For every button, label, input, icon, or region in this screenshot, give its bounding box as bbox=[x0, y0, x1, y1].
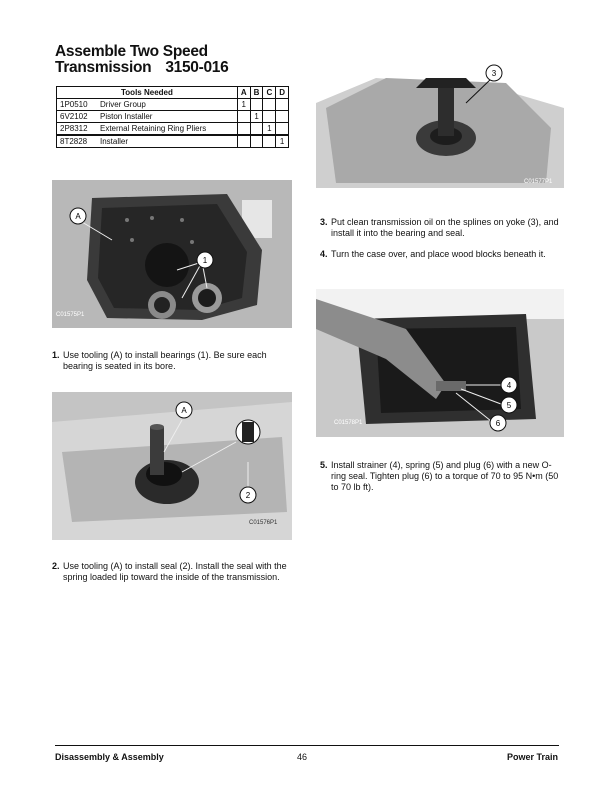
footer-rule bbox=[55, 745, 559, 746]
tool-description: External Retaining Ring Pliers bbox=[97, 123, 237, 136]
step-2 bbox=[52, 561, 292, 583]
qty-c bbox=[263, 111, 276, 123]
qty-a: 1 bbox=[237, 99, 250, 111]
qty-b bbox=[250, 123, 263, 136]
title-line-2 bbox=[55, 60, 228, 76]
qty-c bbox=[263, 99, 276, 111]
photo-bearings-graphic bbox=[52, 180, 292, 328]
column-header-a: A bbox=[237, 87, 250, 99]
tools-needed-table bbox=[56, 86, 289, 148]
qty-a bbox=[237, 111, 250, 123]
title-text: Transmission bbox=[55, 59, 152, 76]
photo-code: C01575P1 bbox=[56, 312, 85, 318]
title-line-1: Assemble Two Speed bbox=[55, 43, 208, 60]
step-number: 1. bbox=[52, 350, 60, 360]
photo-code: C01576P1 bbox=[249, 520, 278, 526]
qty-a bbox=[237, 135, 250, 148]
qty-d: 1 bbox=[276, 135, 289, 148]
tool-description: Installer bbox=[97, 135, 237, 148]
callout-4: 4 bbox=[506, 381, 512, 390]
footer-chapter: Power Train bbox=[506, 752, 558, 762]
step-text: Use tooling (A) to install seal (2). Install the seal with the spring loaded lip toward the inside of the transmission. bbox=[63, 561, 287, 582]
qty-d bbox=[276, 99, 289, 111]
tool-description: Piston Installer bbox=[97, 111, 237, 123]
tool-description: Driver Group bbox=[97, 99, 237, 111]
part-number: 2P8312 bbox=[57, 123, 98, 136]
qty-b bbox=[250, 99, 263, 111]
step-number: 3. bbox=[320, 217, 328, 227]
qty-c: 1 bbox=[263, 123, 276, 136]
photo-yoke-install bbox=[316, 48, 564, 188]
callout-a: A bbox=[75, 212, 81, 221]
photo-seal-graphic bbox=[52, 392, 292, 540]
part-number: 1P0510 bbox=[57, 99, 98, 111]
photo-code: C01578P1 bbox=[334, 420, 363, 426]
step-text: Use tooling (A) to install bearings (1). Be sure each bearing is seated in its bore. bbox=[63, 350, 267, 371]
step-3 bbox=[320, 217, 560, 239]
photo-code: C01577P1 bbox=[524, 179, 553, 185]
callout-6: 6 bbox=[495, 419, 501, 428]
qty-d bbox=[276, 111, 289, 123]
page-title bbox=[55, 44, 228, 76]
table-header-label: Tools Needed bbox=[57, 87, 238, 99]
step-number: 4. bbox=[320, 249, 328, 259]
callout-1: 1 bbox=[202, 256, 208, 265]
qty-b bbox=[250, 135, 263, 148]
step-5 bbox=[320, 460, 560, 493]
table-row bbox=[57, 99, 289, 111]
callout-2: 2 bbox=[245, 491, 251, 500]
qty-b: 1 bbox=[250, 111, 263, 123]
step-text: Install strainer (4), spring (5) and plug (6) with a new O-ring seal. Tighten plug (6) to a torque of 70 to 95 N•m (50 to 70 lb ft). bbox=[331, 460, 559, 492]
step-number: 2. bbox=[52, 561, 60, 571]
step-text: Turn the case over, and place wood blocks beneath it. bbox=[331, 249, 546, 259]
step-4 bbox=[320, 249, 560, 260]
callout-a: A bbox=[181, 406, 187, 415]
step-number: 5. bbox=[320, 460, 328, 470]
photo-strainer-install bbox=[316, 289, 564, 437]
table-row bbox=[57, 135, 289, 148]
step-text: Put clean transmission oil on the splines on yoke (3), and install it into the bearing and seal. bbox=[331, 217, 559, 238]
page-number: 46 bbox=[297, 752, 308, 762]
photo-seal-install bbox=[52, 392, 292, 540]
qty-d bbox=[276, 123, 289, 136]
callout-3: 3 bbox=[491, 69, 497, 78]
callout-5: 5 bbox=[506, 401, 512, 410]
procedure-number: 3150-016 bbox=[165, 59, 229, 76]
part-number: 8T2828 bbox=[57, 135, 98, 148]
qty-a bbox=[237, 123, 250, 136]
table-row bbox=[57, 123, 289, 136]
part-number: 6V2102 bbox=[57, 111, 98, 123]
column-header-b: B bbox=[250, 87, 263, 99]
table-row bbox=[57, 111, 289, 123]
photo-yoke-graphic bbox=[316, 48, 564, 188]
column-header-c: C bbox=[263, 87, 276, 99]
photo-strainer-graphic bbox=[316, 289, 564, 437]
table-header-row bbox=[57, 87, 289, 99]
column-header-d: D bbox=[276, 87, 289, 99]
photo-bearings-install bbox=[52, 180, 292, 328]
qty-c bbox=[263, 135, 276, 148]
step-1 bbox=[52, 350, 292, 372]
footer-section: Disassembly & Assembly bbox=[55, 752, 164, 762]
